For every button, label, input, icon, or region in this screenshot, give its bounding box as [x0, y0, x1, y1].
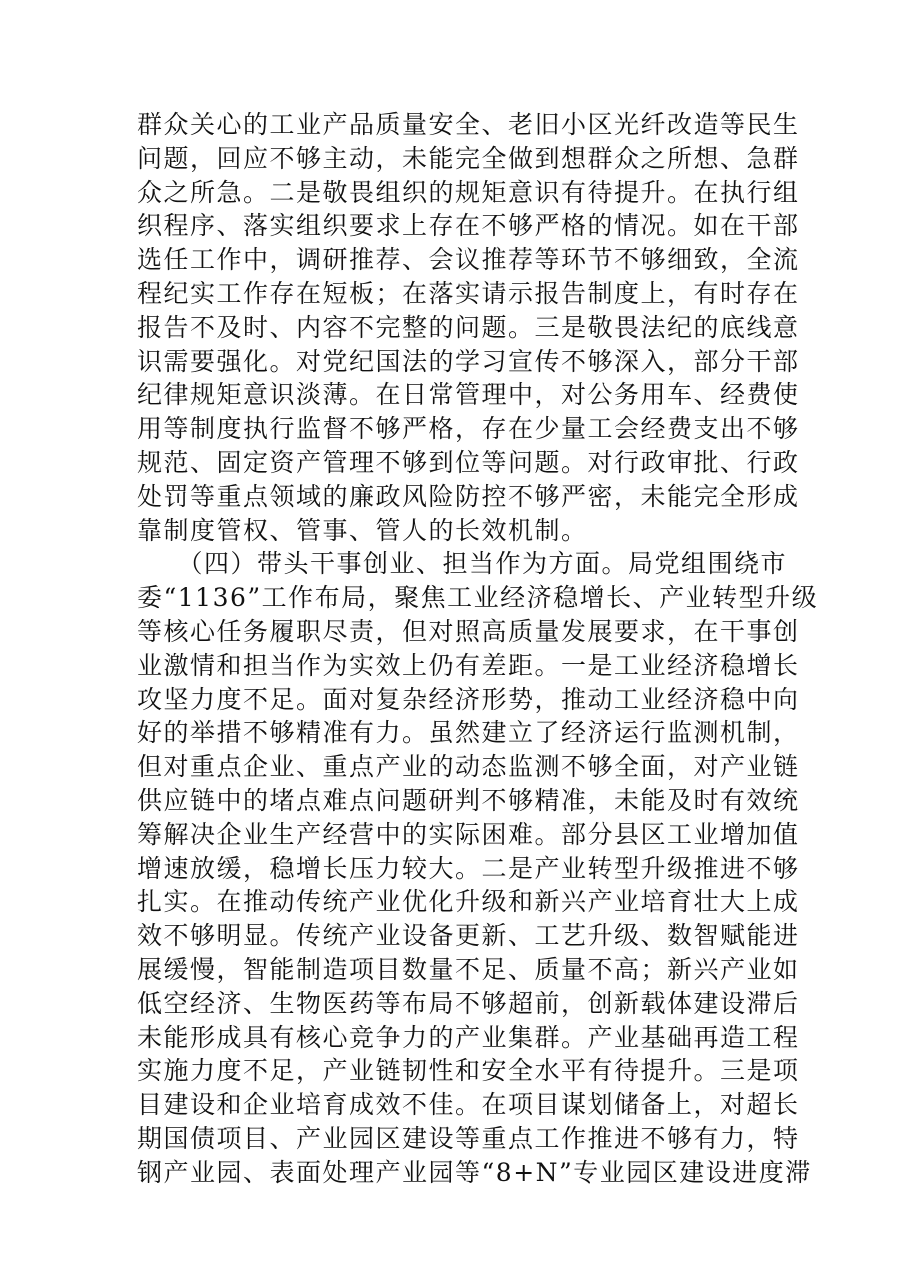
text-line: 扎实。在推动传统产业优化升级和新兴产业培育壮大上成 — [137, 887, 800, 917]
text-line: 好的举措不够精准有力。虽然建立了经济运行监测机制， — [137, 718, 800, 748]
text-line: 但对重点企业、重点产业的动态监测不够全面，对产业链 — [137, 752, 800, 782]
text-line: 群众关心的工业产品质量安全、老旧小区光纤改造等民生 — [137, 110, 800, 139]
text-line: 效不够明显。传统产业设备更新、工艺升级、数智赋能进 — [137, 921, 800, 951]
text-line: 靠制度管权、管事、管人的长效机制。 — [137, 515, 588, 545]
text-line: 众之所急。二是敬畏组织的规矩意识有待提升。在执行组 — [137, 177, 800, 207]
text-line: 规范、固定资产管理不够到位等问题。对行政审批、行政 — [137, 447, 800, 477]
text-line: 展缓慢，智能制造项目数量不足、质量不高；新兴产业如 — [137, 954, 800, 984]
text-line: 报告不及时、内容不完整的问题。三是敬畏法纪的底线意 — [137, 312, 800, 342]
text-line: 未能形成具有核心竞争力的产业集群。产业基础再造工程 — [137, 1022, 800, 1052]
text-line: 期国债项目、产业园区建设等重点工作推进不够有力，特 — [137, 1123, 800, 1153]
text-line: 用等制度执行监督不够严格，存在少量工会经费支出不够 — [137, 414, 800, 444]
text-line: 问题，回应不够主动，未能完全做到想群众之所想、急群 — [137, 143, 800, 173]
text-line: 处罚等重点领域的廉政风险防控不够严密，未能完全形成 — [137, 481, 800, 511]
text-line: 钢产业园、表面处理产业园等“8+N”专业园区建设进度滞 — [137, 1157, 812, 1187]
text-line: 低空经济、生物医药等布局不够超前，创新载体建设滞后 — [137, 988, 800, 1018]
text-line: 攻坚力度不足。面对复杂经济形势，推动工业经济稳中向 — [137, 684, 800, 714]
text-line: 识需要强化。对党纪国法的学习宣传不够深入，部分干部 — [137, 346, 800, 376]
text-line: 供应链中的堵点难点问题研判不够精准，未能及时有效统 — [137, 785, 800, 815]
text-line: 选任工作中，调研推荐、会议推荐等环节不够细致，全流 — [137, 245, 800, 275]
text-line: 等核心任务履职尽责，但对照高质量发展要求，在干事创 — [137, 616, 800, 646]
text-line: 业激情和担当作为实效上仍有差距。一是工业经济稳增长 — [137, 650, 800, 680]
text-line: 程纪实工作存在短板；在落实请示报告制度上，有时存在 — [137, 278, 800, 308]
text-line: 筹解决企业生产经营中的实际困难。部分县区工业增加值 — [137, 819, 800, 849]
text-line: 目建设和企业培育成效不佳。在项目谋划储备上，对超长 — [137, 1090, 800, 1120]
text-line: 实施力度不足，产业链韧性和安全水平有待提升。三是项 — [137, 1056, 800, 1086]
text-line: （四）带头干事创业、担当作为方面。局党组围绕市 — [137, 549, 788, 579]
text-line: 委“1136”工作布局，聚焦工业经济稳增长、产业转型升级 — [137, 583, 819, 613]
text-line: 纪律规矩意识淡薄。在日常管理中，对公务用车、经费使 — [137, 380, 800, 410]
text-line: 织程序、落实组织要求上存在不够严格的情况。如在干部 — [137, 211, 800, 241]
body-text — [137, 108, 819, 1190]
text-line: 增速放缓，稳增长压力较大。二是产业转型升级推进不够 — [137, 853, 800, 883]
